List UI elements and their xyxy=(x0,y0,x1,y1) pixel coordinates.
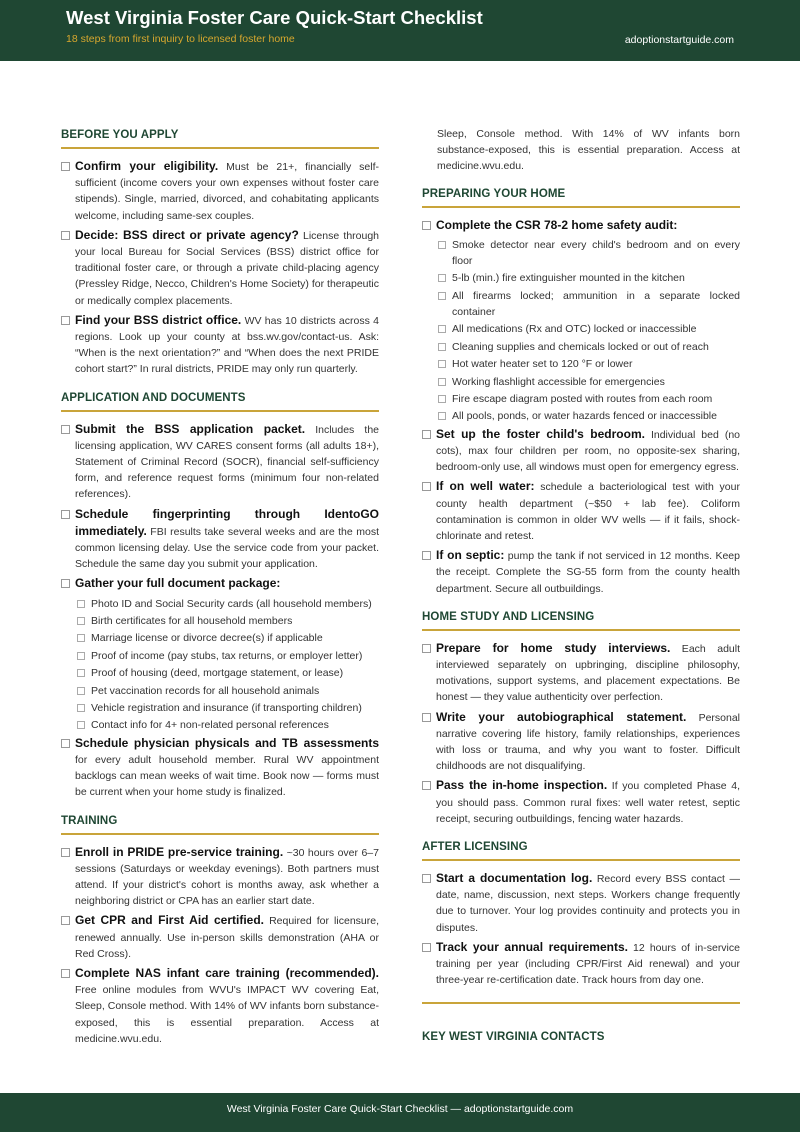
checkbox[interactable] xyxy=(438,378,446,386)
item-lead: Get CPR and First Aid certified. xyxy=(75,913,264,928)
checklist-item xyxy=(422,217,740,234)
checkbox[interactable] xyxy=(77,669,85,677)
checkbox[interactable] xyxy=(438,241,446,249)
checklist-item xyxy=(61,421,379,503)
section-heading-before-you-apply: BEFORE YOU APPLY xyxy=(61,126,379,149)
checkbox[interactable] xyxy=(61,316,70,325)
item-body: ~30 hours over 6–7 sessions (Saturdays or weekday evenings). Both partners must attend. If your district's cohort is months away, ask whether a neighboring district or CPA has an earlier start date. xyxy=(75,846,379,908)
item-body: Includes the licensing application, WV CARES consent forms (all adults 18+), Statement of Criminal Record (SOCR), financial self-sufficiency form, and reference request forms (minimum four non-related references). xyxy=(75,423,379,501)
item-body: Personal narrative covering life history, family relationships, experiences with loss or trauma, and why you want to foster. Difficult childhoods are not disqualifying. xyxy=(436,711,740,773)
item-lead: Confirm your eligibility. xyxy=(75,159,219,173)
checklist-item xyxy=(61,735,379,801)
site-name: adoptionstartguide.com xyxy=(624,34,734,46)
section-heading-home-study: HOME STUDY AND LICENSING xyxy=(422,608,740,631)
checklist-item xyxy=(61,506,379,573)
section-heading-preparing-home: PREPARING YOUR HOME xyxy=(422,185,740,208)
item-lead: Submit the BSS application packet. xyxy=(75,421,306,436)
checkbox[interactable] xyxy=(422,430,431,439)
checkbox[interactable] xyxy=(438,274,446,282)
audit-subitem: All firearms locked; ammunition in a separate locked container xyxy=(422,288,740,320)
item-continuation: Sleep, Console method. With 14% of WV infants born substance-exposed, this is essential preparation. Access at medicine.wvu.edu. xyxy=(437,128,740,173)
checkbox[interactable] xyxy=(422,874,431,883)
audit-subitem: 5-lb (min.) fire extinguisher mounted in the kitchen xyxy=(422,270,740,286)
left-column xyxy=(61,126,379,1089)
checkbox[interactable] xyxy=(61,969,70,978)
checklist-item xyxy=(61,227,379,309)
item-lead: Schedule physician physicals and TB assessments xyxy=(75,735,379,750)
item-body: FBI results take several weeks and are the most common licensing delay. Use the service code from your packet. Schedule the same day you submit your application. xyxy=(75,525,379,571)
checklist-item xyxy=(422,939,740,989)
checkbox[interactable] xyxy=(77,634,85,642)
item-lead: Start a documentation log. xyxy=(436,871,593,885)
document-subitem: Pet vaccination records for all household animals xyxy=(61,683,379,699)
item-body: License through your local Bureau for Social Services (BSS) district office for traditional foster care, or through a private child-placing agency (Pressley Ridge, Necco, Children's Home Society) for therapeutic or medically complex placements. xyxy=(75,229,379,307)
checkbox[interactable] xyxy=(61,231,70,240)
checkbox[interactable] xyxy=(422,713,431,722)
checkbox[interactable] xyxy=(438,395,446,403)
checkbox[interactable] xyxy=(61,579,70,588)
checkbox[interactable] xyxy=(61,739,70,748)
item-body: Each adult interviewed separately on upbringing, discipline philosophy, motivations, support systems, and placement expectations. Be honest — they value authenticity over perfection. xyxy=(436,642,740,704)
audit-subitem: All medications (Rx and OTC) locked or inaccessible xyxy=(422,321,740,337)
item-lead: Track your annual requirements. xyxy=(436,939,628,954)
audit-subitem: Fire escape diagram posted with routes from each room xyxy=(422,391,740,407)
document-subitem: Proof of income (pay stubs, tax returns, or employer letter) xyxy=(61,648,379,664)
checkbox[interactable] xyxy=(438,360,446,368)
item-lead: Enroll in PRIDE pre-service training. xyxy=(75,844,284,859)
section-heading-application: APPLICATION AND DOCUMENTS xyxy=(61,389,379,412)
item-body: Individual bed (no cots), max four children per room, no opposite-sex sharing, bedroom-only use, all windows must open for emergency egress. xyxy=(436,428,740,474)
item-lead: Schedule fingerprinting through IdentoGO immediately. xyxy=(75,506,379,538)
audit-subitem: Cleaning supplies and chemicals locked or out of reach xyxy=(422,339,740,355)
checkbox[interactable] xyxy=(422,221,431,230)
document-subitem: Vehicle registration and insurance (if transporting children) xyxy=(61,700,379,716)
checklist-item xyxy=(61,912,379,962)
checklist-item xyxy=(422,709,740,775)
document-subitem: Birth certificates for all household members xyxy=(61,613,379,629)
item-lead: Decide: BSS direct or private agency? xyxy=(75,227,299,242)
item-lead: Gather your full document package: xyxy=(75,576,281,591)
checkbox[interactable] xyxy=(61,510,70,519)
item-lead: Complete the CSR 78-2 home safety audit: xyxy=(436,217,678,232)
item-body: If you completed Phase 4, you should pass. Common rural fixes: well water retest, septic receipt, securing outbuildings, fencing water hazards. xyxy=(436,780,740,825)
checkbox[interactable] xyxy=(422,781,431,790)
checkbox[interactable] xyxy=(77,600,85,608)
section-divider xyxy=(422,1002,740,1004)
item-lead: Write your autobiographical statement. xyxy=(436,709,687,724)
checkbox[interactable] xyxy=(61,425,70,434)
checkbox[interactable] xyxy=(422,943,431,952)
item-body: Record every BSS contact — date, name, discussion, next steps. Workers change frequently due to turnover. Your log provides continuity and protects you in disputes. xyxy=(436,873,740,934)
checklist-item xyxy=(422,547,740,597)
item-lead: Complete NAS infant care training (recommended). xyxy=(75,966,379,981)
item-body: pump the tank if not serviced in 12 months. Keep the receipt. Complete the SG-55 form from the county health department. Secure all outbuildings. xyxy=(436,550,740,595)
checklist-item xyxy=(61,575,379,592)
item-lead: Set up the foster child's bedroom. xyxy=(436,426,645,441)
footer-text: West Virginia Foster Care Quick-Start Checklist — adoptionstartguide.com xyxy=(226,1103,574,1115)
checkbox[interactable] xyxy=(61,848,70,857)
page-title: West Virginia Foster Care Quick-Start Checklist xyxy=(66,7,483,28)
checklist-item xyxy=(422,640,740,706)
checklist-item xyxy=(422,870,740,936)
checkbox[interactable] xyxy=(422,551,431,560)
item-lead: Prepare for home study interviews. xyxy=(436,640,671,655)
checklist-item xyxy=(61,965,379,1047)
checkbox[interactable] xyxy=(77,721,85,729)
document-subitem: Proof of housing (deed, mortgage statement, or lease) xyxy=(61,665,379,681)
checkbox[interactable] xyxy=(422,644,431,653)
section-heading-after-licensing: AFTER LICENSING xyxy=(422,838,740,861)
checklist-item xyxy=(422,777,740,827)
checkbox[interactable] xyxy=(77,652,85,660)
item-body: 12 hours of in-service training per year (including CPR/First Aid renewal) and your three-year re-certification date. Track hours from day one. xyxy=(436,941,740,987)
checkbox[interactable] xyxy=(422,482,431,491)
item-body: Required for licensure, renewed annually. Use in-person skills demonstration (AHA or Red Cross). xyxy=(75,915,379,960)
checkbox[interactable] xyxy=(438,412,446,420)
audit-subitem: Working flashlight accessible for emergencies xyxy=(422,374,740,390)
page-header xyxy=(0,0,800,61)
item-lead: Find your BSS district office. xyxy=(75,312,242,327)
checklist-item xyxy=(61,158,379,224)
item-body: for every adult household member. Rural WV appointment backlogs can mean weeks of wait time. Book now — forms must be current when your home study is finalized. xyxy=(75,754,379,799)
item-body: Free online modules from WVU's IMPACT WV covering Eat, Sleep, Console method. With 14% of WV infants born substance-exposed, this is essential preparation. Access at medicine.wvu.edu. xyxy=(75,984,379,1045)
checklist-item xyxy=(422,426,740,476)
audit-subitem: Smoke detector near every child's bedroom and on every floor xyxy=(422,237,740,269)
checklist-item xyxy=(61,844,379,910)
audit-subitem: Hot water heater set to 120 °F or lower xyxy=(422,356,740,372)
document-subitem: Contact info for 4+ non-related personal references xyxy=(61,717,379,733)
checkbox[interactable] xyxy=(438,325,446,333)
item-lead: Pass the in-home inspection. xyxy=(436,778,608,793)
item-lead: If on well water: xyxy=(436,479,535,494)
item-body: schedule a bacteriological test with your county health department (~$50 + lab fee). Coliform contamination is common in older WV wells — if it fails, shock-chlorinate and retest. xyxy=(436,481,740,542)
document-subitem: Marriage license or divorce decree(s) if applicable xyxy=(61,630,379,646)
checkbox[interactable] xyxy=(61,162,70,171)
page-subtitle: 18 steps from first inquiry to licensed foster home xyxy=(66,33,295,45)
page-footer xyxy=(0,1093,800,1132)
right-column xyxy=(422,126,740,1089)
item-body: Must be 21+, financially self-sufficient (income covers your own expenses without foster care stipends). Single, married, divorced, and cohabitating applicants welcome, including same-sex couples. xyxy=(75,161,379,222)
section-heading-training: TRAINING xyxy=(61,812,379,835)
item-lead: If on septic: xyxy=(436,548,505,563)
audit-subitem: All pools, ponds, or water hazards fenced or inaccessible xyxy=(422,408,740,424)
checkbox[interactable] xyxy=(77,687,85,695)
checkbox[interactable] xyxy=(438,292,446,300)
document-subitem: Photo ID and Social Security cards (all household members) xyxy=(61,596,379,612)
checklist-item xyxy=(422,478,740,544)
item-body: WV has 10 districts across 4 regions. Look up your county at bss.wv.gov/contact-us. Ask: “When is the next orientation?” and “When does the next PRIDE cohort start?” In rural districts, PRIDE may only run quarterly. xyxy=(75,314,379,376)
section-heading-contacts: KEY WEST VIRGINIA CONTACTS xyxy=(422,1031,605,1044)
checklist-item xyxy=(61,312,379,378)
checkbox[interactable] xyxy=(77,617,85,625)
checkbox[interactable] xyxy=(61,916,70,925)
checkbox[interactable] xyxy=(438,343,446,351)
checkbox[interactable] xyxy=(77,704,85,712)
